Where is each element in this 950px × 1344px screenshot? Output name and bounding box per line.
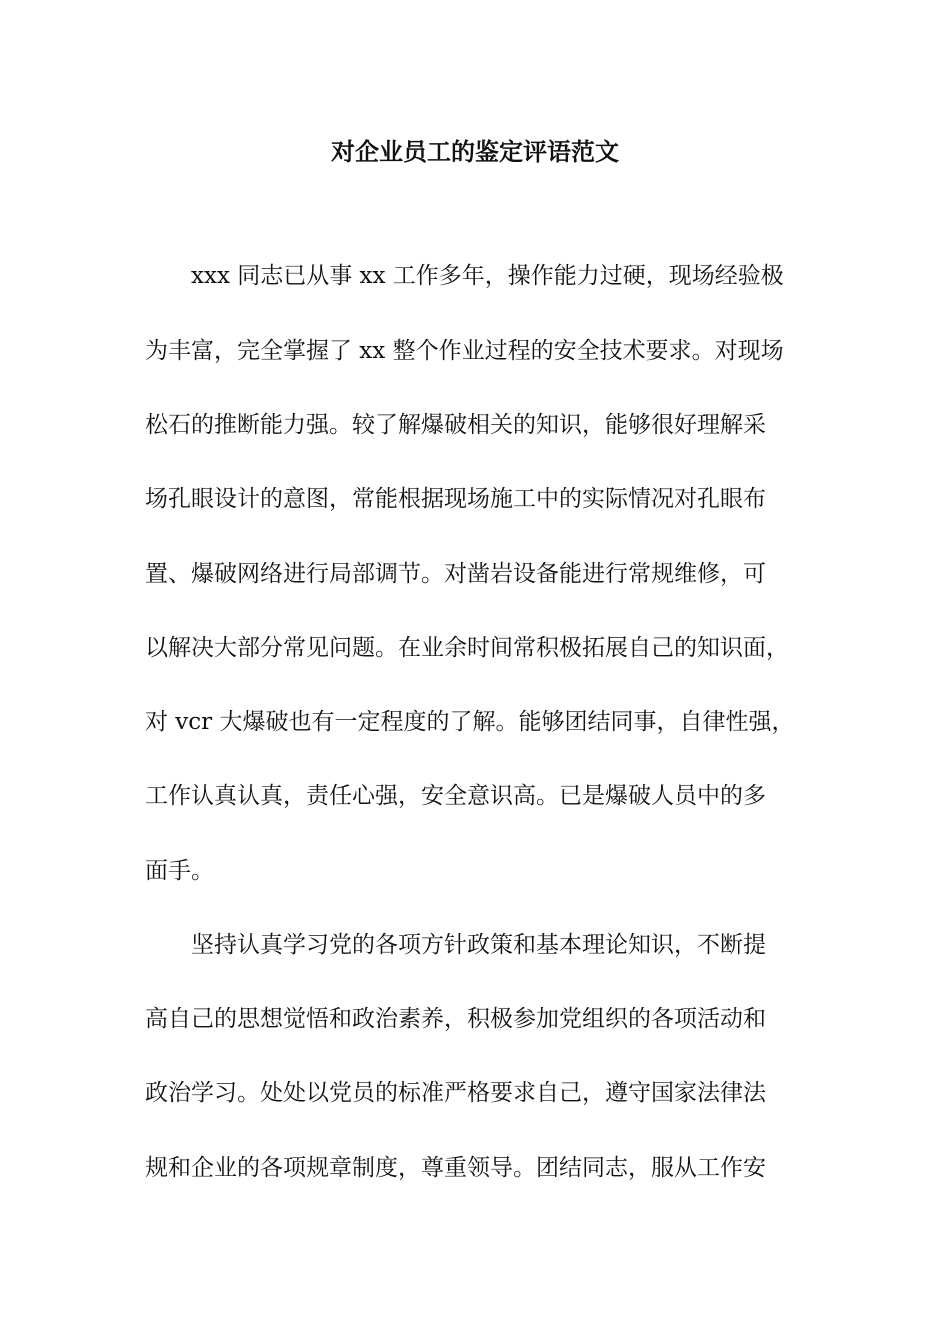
paragraph-line: 规和企业的各项规章制度，尊重领导。团结同志，服从工作安 (145, 1155, 766, 1181)
paragraph-line: 对 vcr 大爆破也有一定程度的了解。能够团结同事，自律性强， (145, 709, 795, 735)
paragraph-line: 工作认真认真，责任心强，安全意识高。已是爆破人员中的多 (145, 783, 766, 809)
document-title: 对企业员工的鉴定评语范文 (331, 137, 619, 166)
paragraph-line: 以解决大部分常见问题。在业余时间常积极拓展自己的知识面， (145, 635, 789, 661)
paragraph-line: 高自己的思想觉悟和政治素养，积极参加党组织的各项活动和 (145, 1006, 766, 1032)
paragraph-line: 面手。 (145, 858, 214, 884)
paragraph-line: xxx 同志已从事 xx 工作多年，操作能力过硬，现场经验极 (145, 263, 784, 289)
paragraph-line: 置、爆破网络进行局部调节。对凿岩设备能进行常规维修，可 (145, 561, 766, 587)
paragraph-line: 坚持认真学习党的各项方针政策和基本理论知识，不断提 (145, 932, 766, 958)
paragraph-line: 为丰富，完全掌握了 xx 整个作业过程的安全技术要求。对现场 (145, 338, 784, 364)
paragraph-line: 松石的推断能力强。较了解爆破相关的知识，能够很好理解采 (145, 412, 766, 438)
paragraph-line: 场孔眼设计的意图，常能根据现场施工中的实际情况对孔眼布 (145, 486, 766, 512)
paragraph-line: 政治学习。处处以党员的标准严格要求自己，遵守国家法律法 (145, 1080, 766, 1106)
